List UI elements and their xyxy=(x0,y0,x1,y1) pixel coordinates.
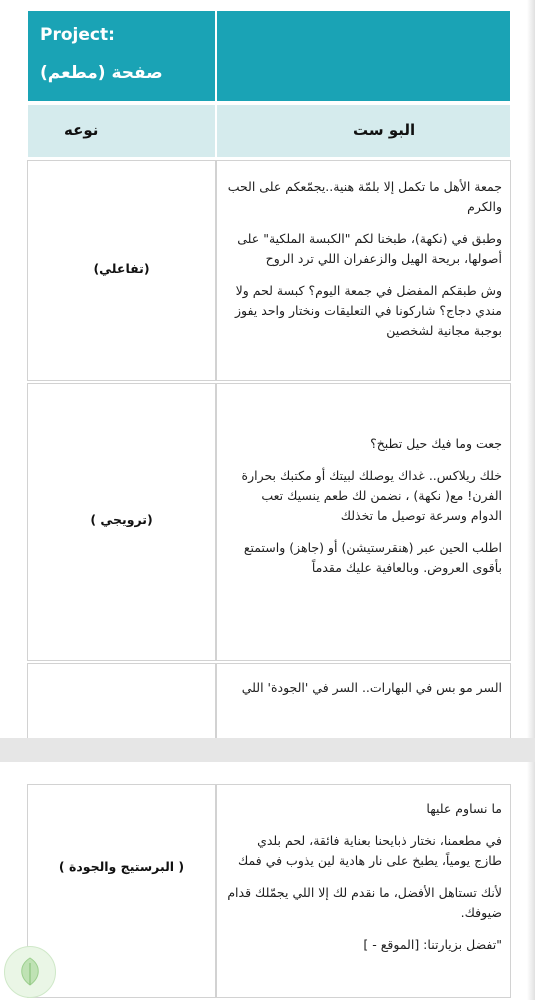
post-paragraph: ما نساوم عليها xyxy=(426,801,502,816)
project-header-cell xyxy=(27,10,216,102)
post-cell-2 xyxy=(216,383,511,661)
leaf-logo-icon xyxy=(4,946,56,998)
page-shadow xyxy=(527,0,535,738)
leaf-icon xyxy=(15,955,45,989)
header-blank-cell xyxy=(216,10,511,102)
type-label-1: (تفاعلي) xyxy=(93,261,150,276)
document-page-2 xyxy=(0,762,535,1000)
type-cell-3 xyxy=(27,663,216,738)
post-paragraph: اطلب الحين عبر (هنقرستيشن) أو (جاهز) واستمتع بأقوى العروض. وبالعافية عليك مقدماً xyxy=(243,540,502,575)
col-type-label: نوعه xyxy=(64,121,99,139)
post-paragraph: "تفضل بزيارتنا: [الموقع - ] xyxy=(363,937,502,952)
post-paragraph: وطبق في (نكهة)، طبخنا لكم "الكبسة الملكية" على أصولها، بريحة الهيل والزعفران اللي ترد الروح xyxy=(237,231,502,266)
project-name: صفحة (مطعم) xyxy=(40,63,163,83)
col-post-label: البو ست xyxy=(353,121,416,139)
post-text-2 xyxy=(227,434,502,590)
post-paragraph: خلك ريلاكس.. غداك يوصلك لبيتك أو مكتبك بحرارة الفرن! مع( نكهة) ، نضمن لك طعم ينسيك تعب الدوام وسرعة توصيل ما تخذلك xyxy=(241,468,502,523)
post-paragraph: جمعة الأهل ما تكمل إلا بلمّة هنية..يجمّعكم على الحب والكرم xyxy=(227,179,502,214)
page-gap xyxy=(0,738,535,762)
post-paragraph: جعت وما فيك حيل تطبخ؟ xyxy=(370,436,502,451)
type-cell-1 xyxy=(27,160,216,381)
page-shadow xyxy=(527,762,535,1000)
post-paragraph: في مطعمنا، نختار ذبايحنا بعناية فائقة، لحم بلدي طازج يومياً، يطبخ على نار هادية لين يذوب في فمك xyxy=(237,833,502,868)
post-text-1 xyxy=(227,177,502,353)
post-cell-3 xyxy=(216,663,511,738)
col-type-header xyxy=(27,104,216,158)
col-post-header xyxy=(216,104,511,158)
type-cell-2 xyxy=(27,383,216,661)
post-paragraph: وش طبقكم المفضل في جمعة اليوم؟ كبسة لحم ولا مندي دجاج؟ شاركونا في التعليقات ونختار واحد يفوز بوجبة مجانية لشخصين xyxy=(234,283,502,338)
post-text-3 xyxy=(227,678,502,710)
post-text-4 xyxy=(227,799,502,967)
post-cell-1 xyxy=(216,160,511,381)
type-label-2: (ترويجي ) xyxy=(90,512,153,527)
type-label-4: ( البرستيج والجودة ) xyxy=(58,859,185,874)
post-cell-4 xyxy=(216,784,511,998)
project-label: Project: xyxy=(40,25,115,45)
post-paragraph: السر مو بس في البهارات.. السر في 'الجودة' اللي xyxy=(241,680,502,695)
post-paragraph: لأنك تستاهل الأفضل، ما نقدم لك إلا اللي يجمّلك قدام ضيوفك. xyxy=(227,885,502,920)
